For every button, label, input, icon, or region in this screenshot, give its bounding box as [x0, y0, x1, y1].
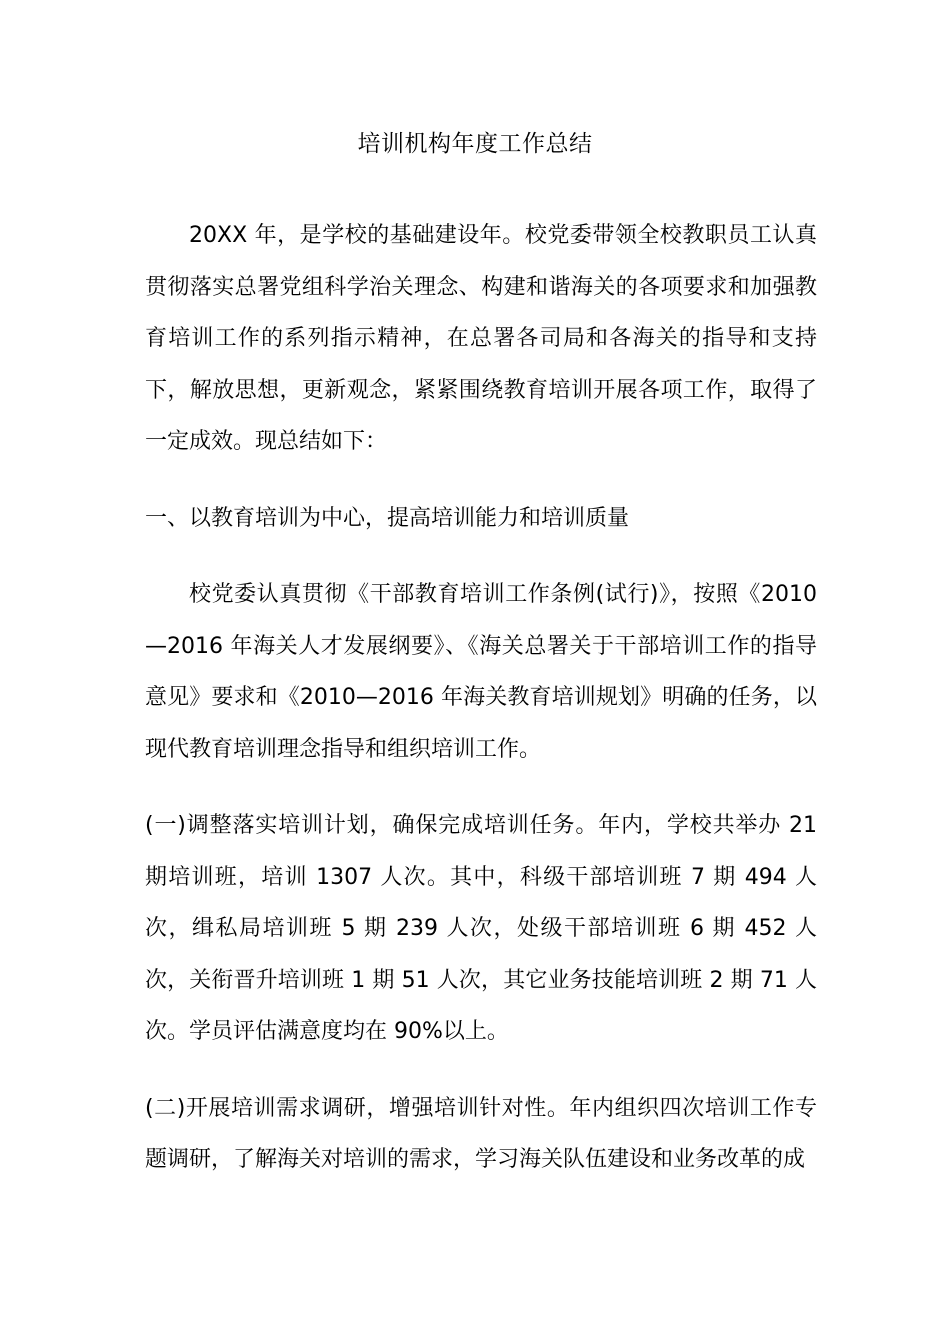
paragraph-gap — [145, 468, 817, 493]
subsection-1-paragraph: (一)调整落实培训计划，确保完成培训任务。年内，学校共举办 21 期培训班，培训 1307 人次。其中，科级干部培训班 7 期 494 人次，缉私局培训班 5 期 239 人次，处级干部培训班 6 期 452 人次，关衔晋升培训班 1 期 51 人次，其它业务技能培训班 2 期 71 人次。学员评估满意度均在 90%以上。 — [145, 813, 817, 1044]
document-title: 培训机构年度工作总结 — [357, 131, 593, 157]
subsection-2-paragraph: (二)开展培训需求调研，增强培训针对性。年内组织四次培训工作专题调研，了解海关对培训的需求，学习海关队伍建设和业务改革的成 — [145, 1095, 817, 1172]
paragraph-gap — [145, 775, 817, 800]
intro-paragraph: 20XX 年，是学校的基础建设年。校党委带领全校教职员工认真贯彻落实总署党组科学治关理念、构建和谐海关的各项要求和加强教育培训工作的系列指示精神，在总署各司局和各海关的指导和支持下，解放思想，更新观念，紧紧围绕教育培训开展各项工作，取得了一定成效。现总结如下： — [145, 223, 817, 454]
paragraph-gap — [145, 1058, 817, 1083]
paragraph-gap — [145, 544, 817, 569]
section-1-paragraph: 校党委认真贯彻《干部教育培训工作条例(试行)》，按照《2010—2016 年海关人才发展纲要》、《海关总署关于干部培训工作的指导意见》要求和《2010—2016 年海关教育培训规划》明确的任务，以现代教育培训理念指导和组织培训工作。 — [145, 582, 817, 762]
document-body — [145, 210, 817, 1186]
section-heading-1: 一、以教育培训为中心，提高培训能力和培训质量 — [145, 505, 630, 531]
